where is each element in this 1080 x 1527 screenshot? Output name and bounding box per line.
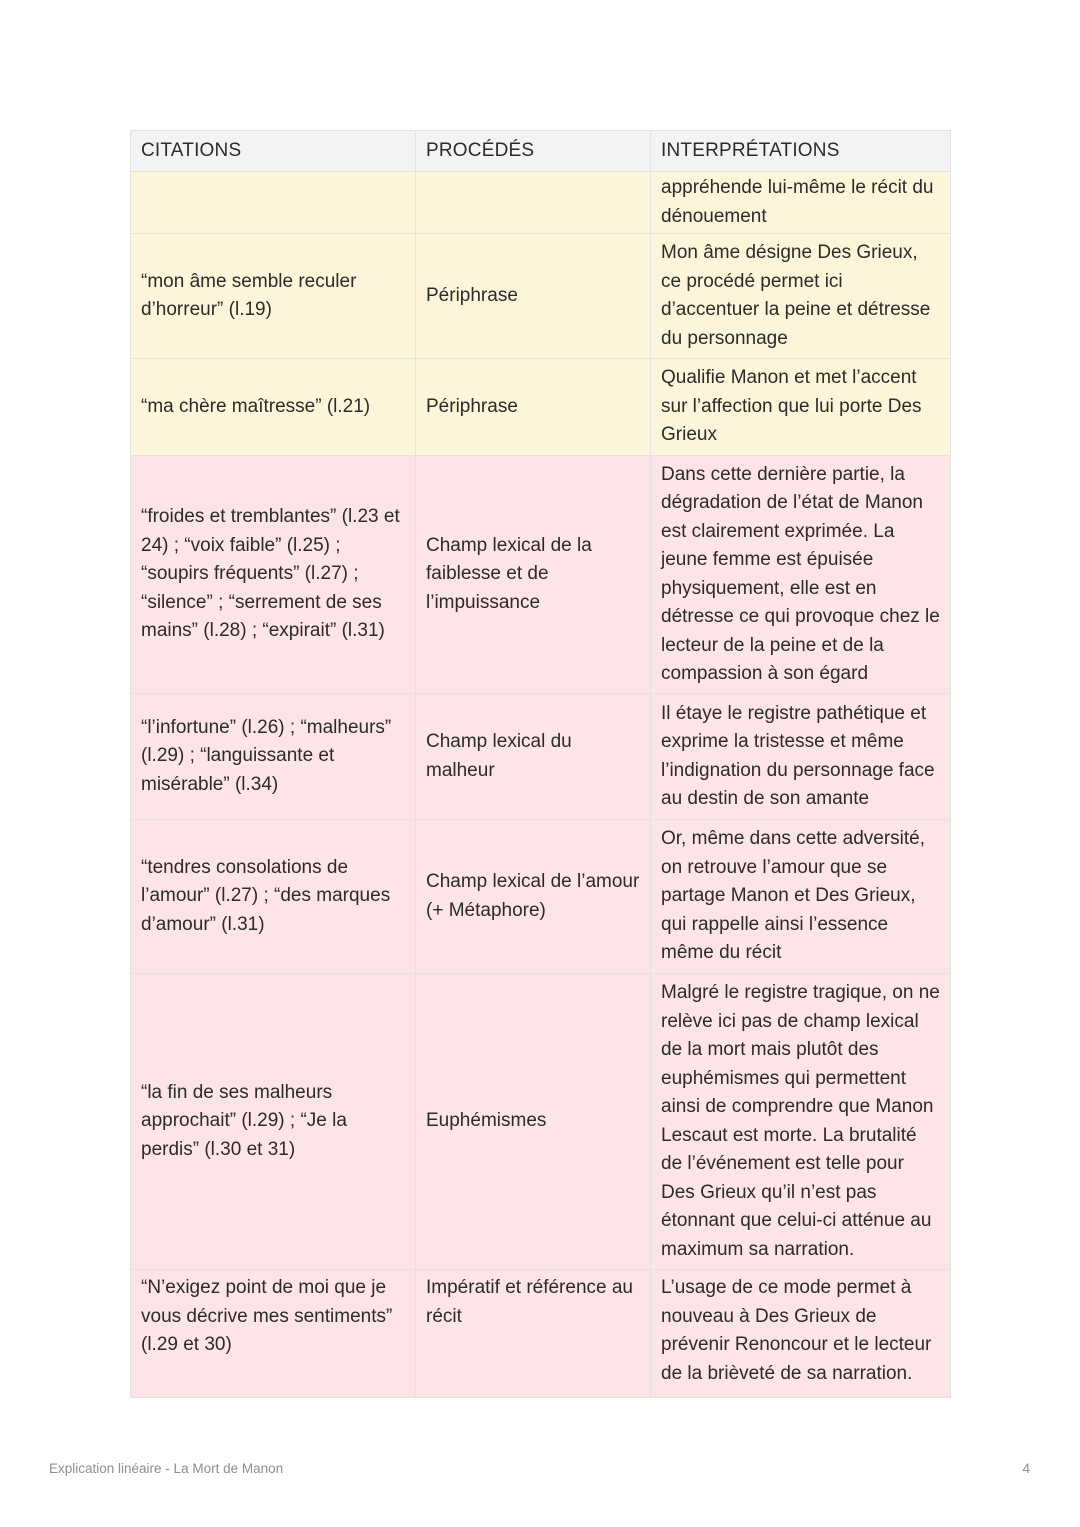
table-row <box>131 1270 951 1398</box>
procede-cell: Périphrase <box>416 234 651 359</box>
procede-cell: Champ lexical de l’amour (+ Métaphore) <box>416 820 651 974</box>
table-row <box>131 359 951 456</box>
header-interpretations: INTERPRÉTATIONS <box>651 131 951 172</box>
interpretation-cell: L’usage de ce mode permet à nouveau à Des Grieux de prévenir Renoncour et le lecteur de la brièveté de sa narration. <box>651 1270 951 1398</box>
interpretation-cell: Mon âme désigne Des Grieux, ce procédé permet ici d’accentuer la peine et détresse du personnage <box>651 234 951 359</box>
interpretation-cell: Qualifie Manon et met l’accent sur l’affection que lui porte Des Grieux <box>651 359 951 456</box>
citation-cell: “la fin de ses malheurs approchait” (l.29) ; “Je la perdis” (l.30 et 31) <box>131 974 416 1270</box>
table-row <box>131 172 951 234</box>
procede-cell: Périphrase <box>416 359 651 456</box>
procede-cell: Impératif et référence au récit <box>416 1270 651 1398</box>
procede-cell: Euphémismes <box>416 974 651 1270</box>
citation-cell <box>131 172 416 234</box>
citation-cell: “l’infortune” (l.26) ; “malheurs” (l.29) ; “languissante et misérable” (l.34) <box>131 694 416 820</box>
table-row <box>131 694 951 820</box>
table-header-row <box>131 131 951 172</box>
table-row <box>131 456 951 694</box>
citation-cell: “tendres consolations de l’amour” (l.27) ; “des marques d’amour” (l.31) <box>131 820 416 974</box>
interpretation-cell: appréhende lui-même le récit du dénouement <box>651 172 951 234</box>
citation-cell: “mon âme semble reculer d’horreur” (l.19) <box>131 234 416 359</box>
analysis-table <box>130 130 951 1398</box>
table-row <box>131 974 951 1270</box>
table-row <box>131 820 951 974</box>
citation-cell: “froides et tremblantes” (l.23 et 24) ; “voix faible” (l.25) ; “soupirs fréquents” (l.27) ; “silence” ; “serrement de ses mains” (l.28) ; “expirait” (l.31) <box>131 456 416 694</box>
interpretation-cell: Dans cette dernière partie, la dégradation de l’état de Manon est clairement exprimée. La jeune femme est épuisée physiquement, elle est en détresse ce qui provoque chez le lecteur de la peine et de la compassion à son égard <box>651 456 951 694</box>
header-citations: CITATIONS <box>131 131 416 172</box>
page-number: 4 <box>1022 1461 1030 1476</box>
citation-cell: “ma chère maîtresse” (l.21) <box>131 359 416 456</box>
interpretation-cell: Or, même dans cette adversité, on retrouve l’amour que se partage Manon et Des Grieux, qui rappelle ainsi l’essence même du récit <box>651 820 951 974</box>
header-procedes: PROCÉDÉS <box>416 131 651 172</box>
interpretation-cell: Malgré le registre tragique, on ne relève ici pas de champ lexical de la mort mais plutôt des euphémismes qui permettent ainsi de comprendre que Manon Lescaut est morte. La brutalité de l’événement est telle pour Des Grieux qu’il n’est pas étonnant que celui-ci atténue au maximum sa narration. <box>651 974 951 1270</box>
table-row <box>131 234 951 359</box>
footer-title: Explication linéaire - La Mort de Manon <box>49 1461 284 1476</box>
procede-cell <box>416 172 651 234</box>
interpretation-cell: Il étaye le registre pathétique et exprime la tristesse et même l’indignation du personnage face au destin de son amante <box>651 694 951 820</box>
citation-cell: “N’exigez point de moi que je vous décrive mes sentiments” (l.29 et 30) <box>131 1270 416 1398</box>
procede-cell: Champ lexical de la faiblesse et de l’impuissance <box>416 456 651 694</box>
procede-cell: Champ lexical du malheur <box>416 694 651 820</box>
